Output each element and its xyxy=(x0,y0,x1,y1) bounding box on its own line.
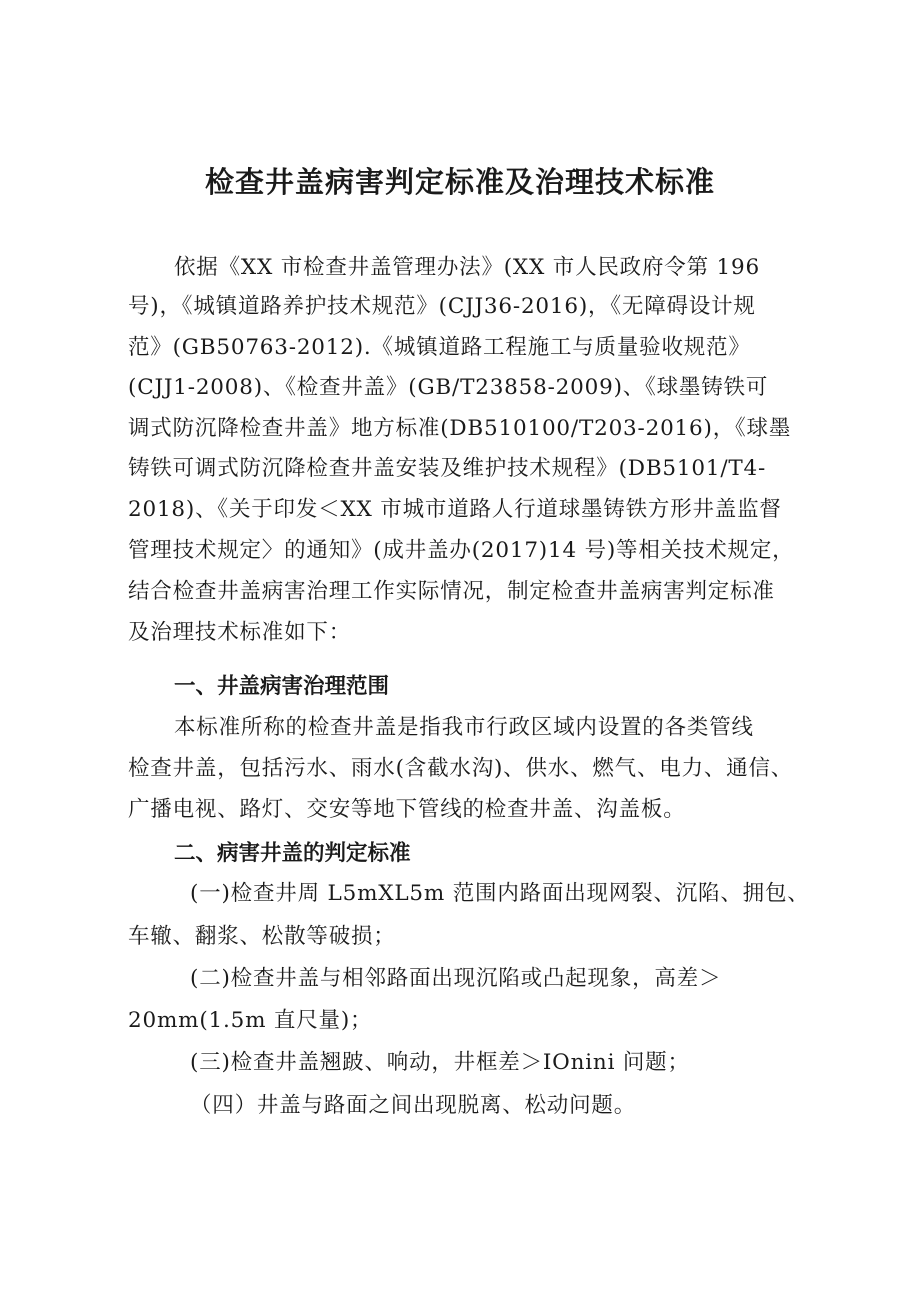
criteria-item-continued: 20mm(1.5m 直尺量)； xyxy=(128,1008,373,1033)
intro-line: 范》(GB50763-2012).《城镇道路工程施工与质量验收规范》 xyxy=(128,335,751,360)
criteria-item: (一)检查井周 L5mXL5m 范围内路面出现网裂、沉陷、拥包、 xyxy=(190,881,810,906)
intro-line: 2018)、《关于印发＜XX 市城市道路人行道球墨铸铁方形井盖监督 xyxy=(128,497,782,522)
intro-line: 依据《XX 市检查井盖管理办法》(XX 市人民政府令第 196 xyxy=(174,255,760,280)
section1-line: 检查井盖，包括污水、雨水(含截水沟)、供水、燃气、电力、通信、 xyxy=(128,756,794,781)
document-title: 检查井盖病害判定标准及治理技术标准 xyxy=(204,165,715,199)
intro-line: (CJJ1-2008)、《检查井盖》(GB/T23858-2009)、《球墨铸铁可 xyxy=(128,375,769,400)
section1-line: 广播电视、路灯、交安等地下管线的检查井盖、沟盖板。 xyxy=(128,797,686,822)
section-heading-criteria: 二、病害井盖的判定标准 xyxy=(174,841,411,866)
criteria-item-continued: 车辙、翻浆、松散等破损； xyxy=(128,924,396,949)
intro-line: 管理技术规定〉的通知》(成井盖办(2017)14 号)等相关技术规定， xyxy=(128,538,795,563)
criteria-item: （四）井盖与路面之间出现脱离、松动问题。 xyxy=(190,1093,637,1118)
intro-line: 调式防沉降检查井盖》地方标准(DB510100/T203-2016)，《球墨 xyxy=(128,416,792,441)
section-heading-scope: 一、井盖病害治理范围 xyxy=(174,674,390,699)
criteria-item: (三)检查井盖翘跛、响动，井框差＞IOnini 问题； xyxy=(190,1050,690,1075)
intro-line: 结合检查井盖病害治理工作实际情况，制定检查井盖病害判定标准 xyxy=(128,579,775,604)
intro-line: 及治理技术标准如下： xyxy=(128,620,352,645)
intro-line: 号)，《城镇道路养护技术规范》(CJJ36-2016)，《无障碍设计规 xyxy=(128,294,756,319)
intro-line: 铸铁可调式防沉降检查井盖安装及维护技术规程》(DB5101/T4- xyxy=(128,456,767,481)
criteria-item: (二)检查井盖与相邻路面出现沉陷或凸起现象，高差＞ xyxy=(190,966,722,991)
section1-line: 本标准所称的检查井盖是指我市行政区域内设置的各类管线 xyxy=(174,715,754,740)
